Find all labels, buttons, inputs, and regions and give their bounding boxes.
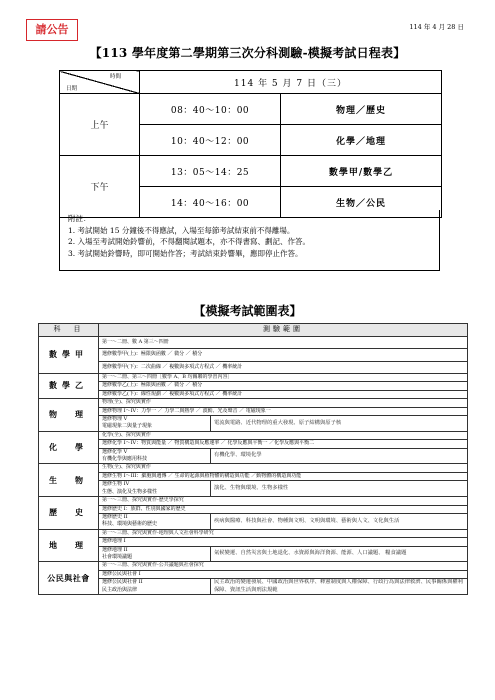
scope-line: 選修公民與社會 I bbox=[99, 570, 468, 578]
scope-line: 選修歷史 I：族群、性別與國家的歷史 bbox=[99, 505, 468, 513]
scope-row bbox=[39, 562, 468, 570]
exam-subject: 生物／公民 bbox=[281, 187, 442, 218]
time-slot: 13：05～14：25 bbox=[140, 156, 281, 187]
corner-date-label: 日期 bbox=[66, 86, 78, 92]
scope-row bbox=[39, 337, 468, 349]
elective-name: 選修地理 II bbox=[102, 546, 128, 553]
scope-row bbox=[39, 399, 468, 407]
note-item: 1. 考試開始 15 分鐘後不得應試，入場至每節考試結束前不得離場。 bbox=[68, 225, 295, 235]
scope-line bbox=[99, 416, 211, 432]
schedule-table bbox=[59, 70, 442, 218]
elective-topic: 民主政治與法律 bbox=[102, 586, 138, 593]
scope-line: 第一～三冊、探究與實作-歷史學探究 bbox=[99, 497, 468, 505]
scope-subject-name: 物 理 bbox=[39, 399, 99, 432]
scope-subject-name: 生 物 bbox=[39, 464, 99, 497]
scope-extra: 演化、生物與環境、生物多樣性 bbox=[211, 481, 468, 497]
time-slot: 10：40～12：00 bbox=[140, 125, 281, 156]
elective-name: 選修歷史 II bbox=[102, 513, 128, 520]
schedule-header-row bbox=[60, 71, 442, 94]
elective-name: 選修化學 V bbox=[102, 448, 128, 455]
schedule-row bbox=[60, 94, 442, 125]
document-date: 114 年 4 月 28 日 bbox=[409, 23, 464, 31]
scope-row bbox=[39, 529, 468, 537]
scope-subject-name: 地 理 bbox=[39, 529, 99, 562]
scope-subject-name: 數學甲 bbox=[39, 337, 99, 374]
time-slot: 08：40～10：00 bbox=[140, 94, 281, 125]
scope-line: 選修數學甲(下)：二次曲線 ／ 複數與多項式方程式 ／ 機率統計 bbox=[99, 361, 468, 373]
scope-line: 化學(全)、探究與實作 bbox=[99, 431, 468, 439]
note-item: 2. 入場至考試開始鈴響前，不得翻閱試題本，亦不得書寫、劃記、作答。 bbox=[68, 237, 311, 246]
scope-line bbox=[99, 481, 211, 497]
exam-subject: 數學甲/數學乙 bbox=[281, 156, 442, 187]
scope-title: 【模擬考試範圍表】 bbox=[193, 304, 302, 318]
scope-line: 第一～二冊、第三～四冊［數學 A、B 均關聯的學習內容］ bbox=[99, 374, 468, 382]
scope-row bbox=[39, 431, 468, 439]
page-title: 【113 學年度第二學期第三次分科測驗-模擬考試日程表】 bbox=[89, 46, 406, 60]
scope-line: 選修地理 I bbox=[99, 538, 468, 546]
scope-subject-name: 公民與社會 bbox=[39, 562, 99, 595]
scope-line: 選修數學甲(上)：極限與函數 ／ 微分 ／ 積分 bbox=[99, 349, 468, 361]
elective-name: 選修公民與社會 II bbox=[102, 579, 143, 586]
scope-line: 第一～三冊、探究與實作-地理與人文社會科學研究 bbox=[99, 529, 468, 537]
scope-extra: 氣候變遷、自然災害與土地退化、水資源與海洋資源、能源、人口議題、 糧食議題 bbox=[211, 546, 468, 562]
scope-row bbox=[39, 374, 468, 382]
notice-stamp: 請公告 bbox=[26, 19, 78, 41]
scope-extra: 電流與電路、近代物理的重大發現、原子結構與原子核 bbox=[211, 416, 468, 432]
elective-topic: 電磁現象二與量子現象 bbox=[102, 423, 153, 430]
scope-header-row bbox=[39, 324, 468, 337]
elective-topic: 有機化學與應用科技 bbox=[102, 456, 148, 463]
scope-subject-name: 歷 史 bbox=[39, 497, 99, 530]
notes-heading: 附註： bbox=[68, 214, 91, 223]
scope-line: 選修生物 I～III：細胞與遺傳 ／ 生命的起源與植物體的構造與功能 ／動物體的構造與功能 bbox=[99, 472, 468, 480]
period-afternoon: 下午 bbox=[60, 156, 140, 218]
time-slot: 14：40～16：00 bbox=[140, 187, 281, 218]
elective-topic: 社會環境議題 bbox=[102, 553, 133, 560]
elective-topic: 科技、環境與藝術的歷史 bbox=[102, 521, 158, 528]
scope-extra: 有機化學、環境化學 bbox=[211, 448, 468, 464]
scope-row bbox=[39, 464, 468, 472]
elective-topic: 生態、演化及生物多樣性 bbox=[102, 488, 158, 495]
scope-line: 選修數學乙(下)：線性規劃 ／ 複數與多項式方程式 ／ 機率統計 bbox=[99, 390, 468, 398]
period-morning: 上午 bbox=[60, 94, 140, 156]
scope-line bbox=[99, 546, 211, 562]
scope-line: 第一～三冊、探究與實作-公共議題與社會探究 bbox=[99, 562, 468, 570]
scope-row bbox=[39, 497, 468, 505]
scope-subject-name: 數學乙 bbox=[39, 374, 99, 399]
scope-subject-name: 化 學 bbox=[39, 431, 99, 464]
scope-line: 選修物理 I～IV：力學一 ／ 力學二與熱學 ／ 波動、光及聲音 ／ 電磁現象一 bbox=[99, 407, 468, 415]
col-subject-header: 科 目 bbox=[39, 324, 99, 337]
note-item: 3. 考試開始鈴響時，即可開始作答；考試結束鈴響畢，應即停止作答。 bbox=[68, 248, 303, 258]
exam-subject: 化學／地理 bbox=[281, 125, 442, 156]
scope-extra: 民主政治的變遷發展、中國政治與世界秩序、釋憲制度與人權保障、行政行為與法律救濟、民事關係與權利保障、資訊生活與刑法規範 bbox=[211, 579, 468, 595]
notes-box bbox=[59, 210, 440, 271]
scope-line: 物理(全)、探究與實作 bbox=[99, 399, 468, 407]
scope-line: 生物(全)、探究與實作 bbox=[99, 464, 468, 472]
scope-table bbox=[38, 323, 468, 595]
scope-line: 選修數學乙(上)：極限與函數 ／ 微分 ／ 積分 bbox=[99, 382, 468, 390]
scope-line bbox=[99, 513, 211, 529]
schedule-corner-cell bbox=[60, 71, 140, 94]
scope-line bbox=[99, 448, 211, 464]
scope-line: 第一～二冊、數 A 第三～四冊 bbox=[99, 337, 468, 349]
scope-line: 選修化學 I～IV：物質與能量 ／ 物質構造與反應速率 ／ 化學反應與平衡一 ／化學反應與平衡二 bbox=[99, 440, 468, 448]
exam-subject: 物理／歷史 bbox=[281, 94, 442, 125]
schedule-row bbox=[60, 156, 442, 187]
elective-name: 選修生物 IV bbox=[102, 481, 130, 488]
elective-name: 選修物理 V bbox=[102, 416, 128, 423]
scope-extra: 疾病與醫療、科技與社會、物種與文明、文明與環境、藝術與人文、文化與生活 bbox=[211, 513, 468, 529]
col-range-header: 測驗範圍 bbox=[99, 324, 468, 337]
exam-day: 114 年 5 月 7 日（三） bbox=[140, 71, 442, 94]
scope-line bbox=[99, 579, 211, 595]
corner-time-label: 時間 bbox=[109, 74, 121, 80]
